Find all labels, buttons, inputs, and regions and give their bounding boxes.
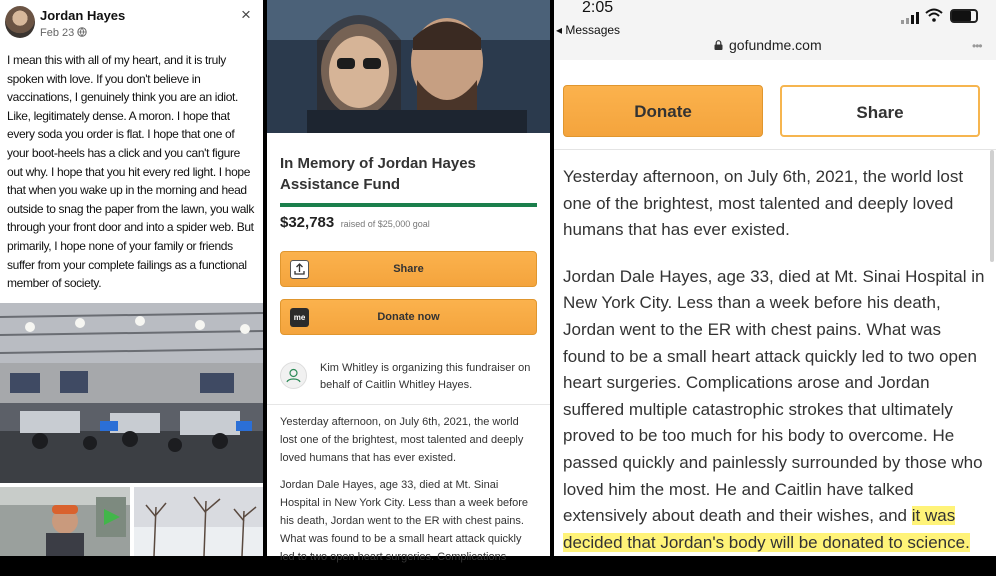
signal-icon [901,12,919,24]
donate-now-button[interactable] [280,299,537,335]
organizer-icon [280,362,307,389]
progress-bar [280,203,537,207]
post-text: I mean this with all of my heart, and it is truly spoken with love. If you don't believe in vaccinations, I genuinely think you are an idiot. Like, legitimately dense. A moron. I hope that every soda you order is flat. I hope that one of your boot-heels has a click and you can't figure out why. I hope that you hit every red light. I hope that when you wake up in the morning and head outside to snag the paper from the lawn, you walk through your front door and into a spider web. But primarily, I hope none of your family or friends suffer from your complete failings as a functional member of society. [7,53,255,291]
post-meta [40,27,87,39]
couple-photo [267,0,550,133]
mobile-story [563,164,987,576]
more-icon[interactable]: ••• [972,39,982,53]
gofundme-logo-icon: me [290,308,309,327]
close-icon[interactable]: × [241,5,251,24]
post-author[interactable]: Jordan Hayes [40,8,126,23]
status-bar [554,0,996,60]
vaccination-site-photo[interactable] [0,303,263,483]
lock-icon [714,40,723,50]
fundraiser-panel [267,0,550,563]
story-paragraph: Yesterday afternoon, on July 6th, 2021, the world lost one of the brightest, most talented and deeply loved humans that has ever existed. [563,167,964,240]
progress-fill [280,203,537,207]
avatar[interactable] [5,6,35,38]
subway-selfie-photo[interactable] [0,487,130,556]
highlighted-text: it was decided that Jordan's body will be donated to science. [563,506,970,552]
fundraiser-story [280,414,537,576]
wifi-icon [925,8,943,22]
back-to-messages-link[interactable]: ◂ Messages [556,23,621,37]
globe-icon [77,27,87,39]
organizer-text: Kim Whitley is organizing this fundraiser on behalf of Caitlin Whitley Hayes. [320,362,531,391]
divider [554,149,996,150]
divider [267,404,550,405]
share-label: Share [393,263,424,275]
winter-landscape-photo[interactable] [134,487,263,556]
fundraiser-title: In Memory of Jordan Hayes Assistance Fund [280,155,476,193]
raised-summary [280,214,430,232]
scrollbar[interactable] [990,150,994,262]
status-time: 2:05 [582,0,614,16]
amount-raised: $32,783 [280,214,335,231]
share-button[interactable] [280,251,537,287]
facebook-post-panel [0,0,263,556]
goal-text: raised of $25,000 goal [340,219,430,229]
donate-label: Donate now [377,311,440,323]
story-paragraph: Yesterday afternoon, on July 6th, 2021, the world lost one of the brightest, most talented and deeply loved humans that has ever existed. [280,416,524,464]
story-paragraph: Jordan Dale Hayes, age 33, died at Mt. Sinai Hospital in New York City. Less than a week before his death, Jordan went to the ER with chest pains. What was found to be a small heart attack quickly led to two open heart surgeries. Complications [280,479,529,563]
share-button[interactable]: Share [780,85,980,137]
story-text: Jordan Dale Hayes, age 33, died at Mt. Sinai Hospital in New York City. Less than a week before his death, Jordan went to the ER with chest pains. What was found to be a small heart attack quickly led to two open heart surgeries. Complications arose and Jordan suffered multiple catastrophic strokes that ultimately proved to be too much for his body to overcome. He passed quickly and painlessly surrounded by those who loved him the most. He and Caitlin have talked extensively about death and their wishes, and [563,266,985,526]
story-paragraph [563,264,987,557]
donate-button[interactable]: Donate [563,85,763,137]
battery-icon [950,9,978,23]
mobile-gofundme-panel [554,0,996,556]
post-date[interactable]: Feb 23 [40,27,75,39]
address-bar-url[interactable]: gofundme.com [729,37,822,53]
